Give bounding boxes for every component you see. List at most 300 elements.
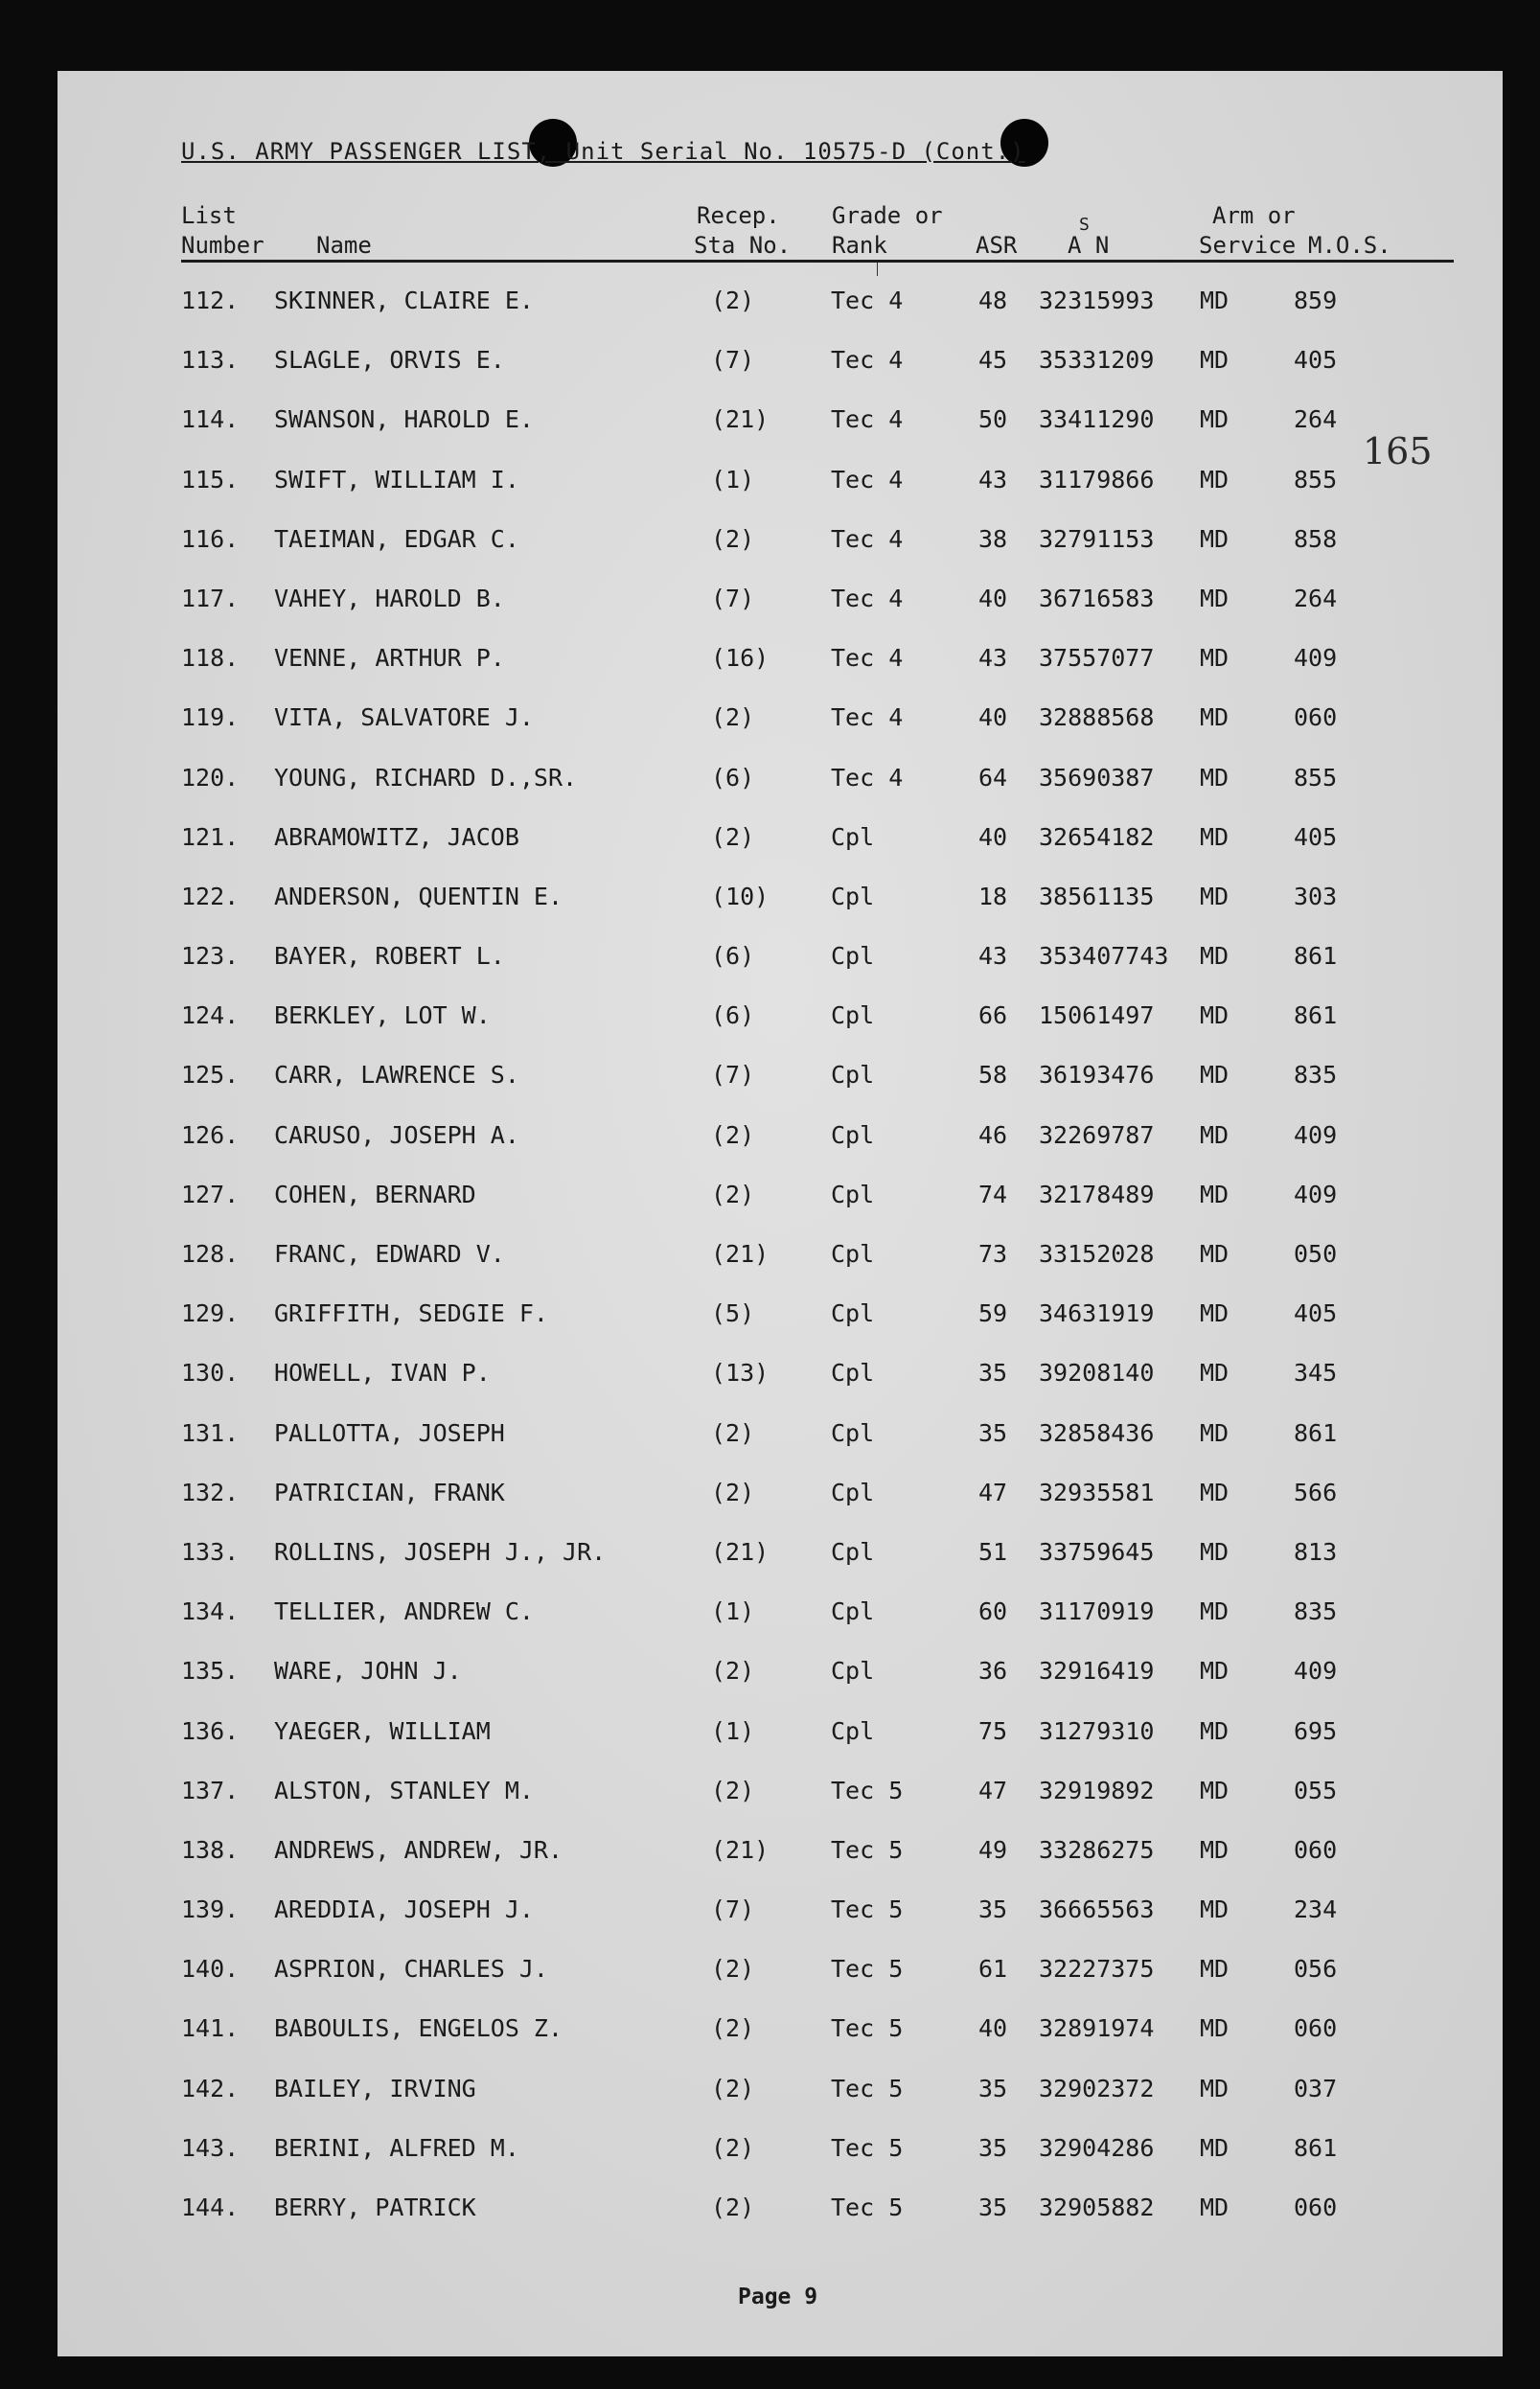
cell-asn: 33152028: [1039, 1240, 1155, 1268]
table-row: [57, 466, 1503, 525]
table-row: [57, 703, 1503, 763]
cell-asn: 38561135: [1039, 882, 1155, 910]
cell-mos: 855: [1294, 465, 1338, 494]
cell-name: ALSTON, STANLEY M.: [274, 1776, 534, 1804]
header-service: Service: [1199, 232, 1297, 259]
cell-asn: 32227375: [1039, 1955, 1155, 1984]
cell-rank: Cpl: [831, 1120, 875, 1149]
cell-asn: 32916419: [1039, 1657, 1155, 1686]
cell-sta: (7): [711, 1895, 755, 1924]
cell-sta: (2): [711, 1418, 755, 1447]
cell-rank: Tec 5: [831, 2074, 904, 2102]
cell-rank: Cpl: [831, 1299, 875, 1328]
cell-sta: (2): [711, 1955, 755, 1984]
cell-name: CARR, LAWRENCE S.: [274, 1061, 519, 1090]
cell-mos: 264: [1294, 584, 1338, 612]
cell-asr: 38: [978, 524, 1008, 553]
cell-num: 144.: [181, 2194, 240, 2221]
document-page: [57, 71, 1503, 2356]
cell-num: 126.: [181, 1120, 240, 1149]
cell-name: SKINNER, CLAIRE E.: [274, 287, 534, 314]
cell-asr: 35: [978, 2074, 1008, 2102]
cell-asr: 35: [978, 1359, 1008, 1388]
cell-rank: Tec 4: [831, 287, 904, 314]
cell-num: 139.: [181, 1895, 240, 1924]
cell-num: 119.: [181, 703, 240, 732]
cell-sta: (10): [711, 882, 770, 910]
cell-sta: (1): [711, 465, 755, 494]
cell-sta: (1): [711, 1597, 755, 1626]
cell-arm: MD: [1200, 465, 1230, 494]
cell-arm: MD: [1200, 1359, 1230, 1388]
cell-name: BERINI, ALFRED M.: [274, 2133, 519, 2162]
cell-asn: 35331209: [1039, 346, 1155, 375]
cell-sta: (7): [711, 1061, 755, 1090]
cell-arm: MD: [1200, 1716, 1230, 1745]
cell-rank: Tec 5: [831, 1895, 904, 1924]
table-row: [57, 2134, 1503, 2194]
cell-mos: 234: [1294, 1895, 1338, 1924]
cell-sta: (6): [711, 942, 755, 971]
table-row: [57, 1240, 1503, 1299]
cell-rank: Cpl: [831, 882, 875, 910]
cell-mos: 409: [1294, 1120, 1338, 1149]
cell-sta: (16): [711, 644, 770, 673]
cell-rank: Cpl: [831, 1240, 875, 1268]
cell-asr: 73: [978, 1240, 1008, 1268]
cell-name: FRANC, EDWARD V.: [274, 1240, 505, 1268]
cell-asn: 33286275: [1039, 1835, 1155, 1864]
cell-num: 127.: [181, 1180, 240, 1208]
document-title: U.S. ARMY PASSENGER LIST, Unit Serial No. 10575-D (Cont.): [181, 138, 1025, 165]
cell-arm: MD: [1200, 1776, 1230, 1804]
table-row: [57, 1479, 1503, 1538]
cell-name: ASPRION, CHARLES J.: [274, 1955, 548, 1984]
cell-asn: 35690387: [1039, 763, 1155, 792]
cell-arm: MD: [1200, 1240, 1230, 1268]
table-row: [57, 1001, 1503, 1061]
cell-asn: 34631919: [1039, 1299, 1155, 1328]
cell-arm: MD: [1200, 1180, 1230, 1208]
cell-name: GRIFFITH, SEDGIE F.: [274, 1299, 548, 1328]
cell-asn: 33411290: [1039, 405, 1155, 434]
cell-rank: Tec 4: [831, 703, 904, 732]
header-mos: M.O.S.: [1308, 232, 1391, 259]
cell-asn: 32269787: [1039, 1120, 1155, 1149]
cell-num: 129.: [181, 1299, 240, 1328]
cell-arm: MD: [1200, 942, 1230, 971]
cell-asn: 33759645: [1039, 1537, 1155, 1566]
cell-num: 138.: [181, 1835, 240, 1864]
cell-name: BERKLEY, LOT W.: [274, 1001, 491, 1030]
table-row: [57, 942, 1503, 1001]
cell-name: ABRAMOWITZ, JACOB: [274, 822, 519, 851]
cell-rank: Tec 5: [831, 2014, 904, 2043]
cell-asr: 74: [978, 1180, 1008, 1208]
cell-asn: 32791153: [1039, 524, 1155, 553]
cell-rank: Cpl: [831, 1001, 875, 1030]
cell-name: ANDERSON, QUENTIN E.: [274, 882, 563, 910]
cell-mos: 861: [1294, 2133, 1338, 2162]
table-row: [57, 823, 1503, 883]
cell-asn: 32178489: [1039, 1180, 1155, 1208]
cell-num: 143.: [181, 2133, 240, 2162]
cell-mos: 409: [1294, 1657, 1338, 1686]
table-row: [57, 1061, 1503, 1120]
cell-arm: MD: [1200, 584, 1230, 612]
cell-rank: Tec 5: [831, 1776, 904, 1804]
cell-sta: (7): [711, 584, 755, 612]
cell-name: PALLOTTA, JOSEPH: [274, 1418, 505, 1447]
cell-sta: (2): [711, 524, 755, 553]
cell-num: 131.: [181, 1418, 240, 1447]
cell-sta: (2): [711, 822, 755, 851]
header-number: Number: [181, 232, 264, 259]
table-row: [57, 2194, 1503, 2253]
cell-num: 121.: [181, 822, 240, 851]
cell-num: 125.: [181, 1061, 240, 1090]
cell-sta: (21): [711, 1240, 770, 1268]
header-asn: A N: [1068, 232, 1110, 259]
table-row: [57, 883, 1503, 942]
table-row: [57, 1359, 1503, 1418]
cell-sta: (2): [711, 1478, 755, 1506]
cell-name: PATRICIAN, FRANK: [274, 1478, 505, 1506]
cell-mos: 695: [1294, 1716, 1338, 1745]
cell-arm: MD: [1200, 346, 1230, 375]
cell-num: 128.: [181, 1240, 240, 1268]
cell-arm: MD: [1200, 287, 1230, 314]
cell-asr: 35: [978, 2133, 1008, 2162]
cell-name: TAEIMAN, EDGAR C.: [274, 524, 519, 553]
cell-num: 117.: [181, 584, 240, 612]
table-row: [57, 287, 1503, 346]
cell-num: 123.: [181, 942, 240, 971]
table-row: [57, 1895, 1503, 1955]
cell-sta: (7): [711, 346, 755, 375]
table-row: [57, 644, 1503, 703]
cell-arm: MD: [1200, 822, 1230, 851]
cell-asr: 45: [978, 346, 1008, 375]
cell-rank: Cpl: [831, 1716, 875, 1745]
cell-asn: 32315993: [1039, 287, 1155, 314]
cell-asn: 36193476: [1039, 1061, 1155, 1090]
cell-rank: Cpl: [831, 1418, 875, 1447]
cell-asn: 32891974: [1039, 2014, 1155, 2043]
cell-rank: Cpl: [831, 1478, 875, 1506]
cell-mos: 050: [1294, 1240, 1338, 1268]
cell-rank: Cpl: [831, 1597, 875, 1626]
cell-sta: (21): [711, 1835, 770, 1864]
cell-sta: (5): [711, 1299, 755, 1328]
header-list: List: [181, 202, 237, 229]
cell-num: 115.: [181, 465, 240, 494]
cell-rank: Cpl: [831, 1657, 875, 1686]
cell-arm: MD: [1200, 1895, 1230, 1924]
cell-num: 142.: [181, 2074, 240, 2102]
header-arm: Arm or: [1212, 202, 1296, 229]
header-recep: Recep.: [697, 202, 780, 229]
cell-rank: Tec 4: [831, 465, 904, 494]
table-row: [57, 1836, 1503, 1895]
cell-asr: 50: [978, 405, 1008, 434]
cell-arm: MD: [1200, 2133, 1230, 2162]
cell-asr: 35: [978, 1895, 1008, 1924]
cell-name: CARUSO, JOSEPH A.: [274, 1120, 519, 1149]
cell-mos: 345: [1294, 1359, 1338, 1388]
cell-asn: 31179866: [1039, 465, 1155, 494]
cell-mos: 060: [1294, 2194, 1338, 2221]
cell-num: 135.: [181, 1657, 240, 1686]
cell-rank: Tec 4: [831, 763, 904, 792]
cell-sta: (6): [711, 1001, 755, 1030]
cell-mos: 264: [1294, 405, 1338, 434]
cell-mos: 037: [1294, 2074, 1338, 2102]
cell-mos: 858: [1294, 524, 1338, 553]
cell-asr: 60: [978, 1597, 1008, 1626]
cell-num: 116.: [181, 524, 240, 553]
cell-num: 118.: [181, 644, 240, 673]
cell-rank: Tec 5: [831, 2133, 904, 2162]
cell-asn: 32905882: [1039, 2194, 1155, 2221]
cell-rank: Cpl: [831, 942, 875, 971]
cell-name: ROLLINS, JOSEPH J., JR.: [274, 1537, 607, 1566]
cell-rank: Tec 4: [831, 644, 904, 673]
table-row: [57, 1419, 1503, 1479]
cell-mos: 060: [1294, 2014, 1338, 2043]
cell-num: 114.: [181, 405, 240, 434]
cell-rank: Cpl: [831, 822, 875, 851]
cell-mos: 405: [1294, 1299, 1338, 1328]
cell-num: 141.: [181, 2014, 240, 2043]
cell-sta: (2): [711, 1776, 755, 1804]
cell-asn: 32935581: [1039, 1478, 1155, 1506]
cell-num: 133.: [181, 1537, 240, 1566]
table-row: [57, 1777, 1503, 1836]
cell-sta: (21): [711, 405, 770, 434]
table-row: [57, 1181, 1503, 1240]
table-row: [57, 1299, 1503, 1359]
cell-num: 112.: [181, 287, 240, 314]
cell-asn: 37557077: [1039, 644, 1155, 673]
cell-num: 122.: [181, 882, 240, 910]
table-row: [57, 764, 1503, 823]
cell-mos: 861: [1294, 1001, 1338, 1030]
cell-mos: 861: [1294, 1418, 1338, 1447]
table-row: [57, 1657, 1503, 1716]
header-sta-no: Sta No.: [694, 232, 792, 259]
cell-asn: 36665563: [1039, 1895, 1155, 1924]
cell-rank: Tec 5: [831, 2194, 904, 2221]
cell-rank: Cpl: [831, 1180, 875, 1208]
table-row: [57, 1955, 1503, 2014]
cell-mos: 405: [1294, 346, 1338, 375]
cell-name: ANDREWS, ANDREW, JR.: [274, 1835, 563, 1864]
table-row: [57, 2014, 1503, 2074]
cell-sta: (2): [711, 287, 755, 314]
cell-mos: 303: [1294, 882, 1338, 910]
cell-arm: MD: [1200, 405, 1230, 434]
cell-asn: 32858436: [1039, 1418, 1155, 1447]
cell-arm: MD: [1200, 1418, 1230, 1447]
cell-mos: 566: [1294, 1478, 1338, 1506]
header-tick: [877, 263, 878, 276]
cell-num: 140.: [181, 1955, 240, 1984]
cell-arm: MD: [1200, 2074, 1230, 2102]
cell-rank: Tec 5: [831, 1835, 904, 1864]
cell-asn: 36716583: [1039, 584, 1155, 612]
cell-name: HOWELL, IVAN P.: [274, 1359, 491, 1388]
cell-name: VAHEY, HAROLD B.: [274, 584, 505, 612]
cell-name: BABOULIS, ENGELOS Z.: [274, 2014, 563, 2043]
cell-arm: MD: [1200, 703, 1230, 732]
cell-num: 124.: [181, 1001, 240, 1030]
cell-rank: Tec 4: [831, 584, 904, 612]
cell-rank: Tec 4: [831, 405, 904, 434]
cell-arm: MD: [1200, 1001, 1230, 1030]
cell-mos: 859: [1294, 287, 1338, 314]
cell-arm: MD: [1200, 882, 1230, 910]
cell-name: BERRY, PATRICK: [274, 2194, 476, 2221]
header-asr: ASR: [976, 232, 1018, 259]
table-row: [57, 525, 1503, 585]
cell-arm: MD: [1200, 1597, 1230, 1626]
cell-asr: 61: [978, 1955, 1008, 1984]
cell-name: SLAGLE, ORVIS E.: [274, 346, 505, 375]
cell-asr: 66: [978, 1001, 1008, 1030]
cell-mos: 835: [1294, 1597, 1338, 1626]
cell-name: COHEN, BERNARD: [274, 1180, 476, 1208]
cell-asr: 59: [978, 1299, 1008, 1328]
cell-sta: (2): [711, 2014, 755, 2043]
cell-sta: (1): [711, 1716, 755, 1745]
table-row: [57, 1597, 1503, 1657]
header-name: Name: [316, 232, 372, 259]
cell-asn: 31170919: [1039, 1597, 1155, 1626]
cell-asn: 32654182: [1039, 822, 1155, 851]
header-rank: Rank: [832, 232, 887, 259]
cell-sta: (2): [711, 2133, 755, 2162]
cell-arm: MD: [1200, 644, 1230, 673]
cell-asr: 43: [978, 942, 1008, 971]
cell-asn: 32888568: [1039, 703, 1155, 732]
cell-name: BAYER, ROBERT L.: [274, 942, 505, 971]
cell-asn: 32902372: [1039, 2074, 1155, 2102]
table-row: [57, 1717, 1503, 1777]
cell-arm: MD: [1200, 1478, 1230, 1506]
cell-arm: MD: [1200, 1955, 1230, 1984]
margin-page-number: 165: [1363, 430, 1433, 472]
cell-sta: (6): [711, 763, 755, 792]
header-rule: [181, 260, 1454, 263]
cell-asr: 47: [978, 1478, 1008, 1506]
cell-asr: 18: [978, 882, 1008, 910]
cell-asr: 75: [978, 1716, 1008, 1745]
cell-asr: 35: [978, 2194, 1008, 2221]
cell-asr: 64: [978, 763, 1008, 792]
cell-asn: 31279310: [1039, 1716, 1155, 1745]
cell-asn: 39208140: [1039, 1359, 1155, 1388]
cell-arm: MD: [1200, 763, 1230, 792]
cell-rank: Tec 5: [831, 1955, 904, 1984]
cell-asr: 43: [978, 465, 1008, 494]
cell-asr: 51: [978, 1537, 1008, 1566]
cell-arm: MD: [1200, 1061, 1230, 1090]
cell-rank: Cpl: [831, 1061, 875, 1090]
page-footer: Page 9: [738, 2285, 818, 2309]
cell-asr: 40: [978, 2014, 1008, 2043]
cell-num: 113.: [181, 346, 240, 375]
cell-mos: 409: [1294, 644, 1338, 673]
cell-num: 132.: [181, 1478, 240, 1506]
cell-asr: 40: [978, 703, 1008, 732]
cell-name: SWIFT, WILLIAM I.: [274, 465, 519, 494]
table-row: [57, 585, 1503, 644]
cell-asn: 32904286: [1039, 2133, 1155, 2162]
passenger-list: [57, 287, 1503, 2253]
cell-arm: MD: [1200, 2014, 1230, 2043]
cell-num: 134.: [181, 1597, 240, 1626]
cell-name: YAEGER, WILLIAM: [274, 1716, 491, 1745]
cell-rank: Tec 4: [831, 346, 904, 375]
cell-sta: (2): [711, 1120, 755, 1149]
cell-num: 136.: [181, 1716, 240, 1745]
cell-asr: 49: [978, 1835, 1008, 1864]
cell-arm: MD: [1200, 1120, 1230, 1149]
header-grade: Grade or: [832, 202, 943, 229]
cell-name: VITA, SALVATORE J.: [274, 703, 534, 732]
cell-asr: 40: [978, 822, 1008, 851]
cell-asr: 35: [978, 1418, 1008, 1447]
cell-arm: MD: [1200, 2194, 1230, 2221]
cell-mos: 835: [1294, 1061, 1338, 1090]
table-row: [57, 346, 1503, 405]
cell-name: VENNE, ARTHUR P.: [274, 644, 505, 673]
cell-asr: 58: [978, 1061, 1008, 1090]
cell-asn: 353407743: [1039, 942, 1169, 971]
cell-arm: MD: [1200, 1299, 1230, 1328]
cell-asr: 40: [978, 584, 1008, 612]
table-row: [57, 1121, 1503, 1181]
cell-mos: 060: [1294, 703, 1338, 732]
cell-sta: (2): [711, 1657, 755, 1686]
cell-name: AREDDIA, JOSEPH J.: [274, 1895, 534, 1924]
cell-name: WARE, JOHN J.: [274, 1657, 462, 1686]
cell-num: 130.: [181, 1359, 240, 1388]
cell-mos: 855: [1294, 763, 1338, 792]
cell-rank: Cpl: [831, 1359, 875, 1388]
cell-asr: 43: [978, 644, 1008, 673]
cell-mos: 056: [1294, 1955, 1338, 1984]
table-row: [57, 2075, 1503, 2134]
cell-name: TELLIER, ANDREW C.: [274, 1597, 534, 1626]
table-row: [57, 1538, 1503, 1597]
cell-num: 120.: [181, 763, 240, 792]
cell-asr: 36: [978, 1657, 1008, 1686]
cell-mos: 813: [1294, 1537, 1338, 1566]
cell-arm: MD: [1200, 1835, 1230, 1864]
cell-asr: 46: [978, 1120, 1008, 1149]
cell-arm: MD: [1200, 1657, 1230, 1686]
cell-mos: 405: [1294, 822, 1338, 851]
header-asn-super: S: [1079, 215, 1090, 235]
cell-arm: MD: [1200, 1537, 1230, 1566]
cell-mos: 409: [1294, 1180, 1338, 1208]
cell-sta: (13): [711, 1359, 770, 1388]
cell-sta: (2): [711, 703, 755, 732]
cell-sta: (21): [711, 1537, 770, 1566]
cell-mos: 060: [1294, 1835, 1338, 1864]
